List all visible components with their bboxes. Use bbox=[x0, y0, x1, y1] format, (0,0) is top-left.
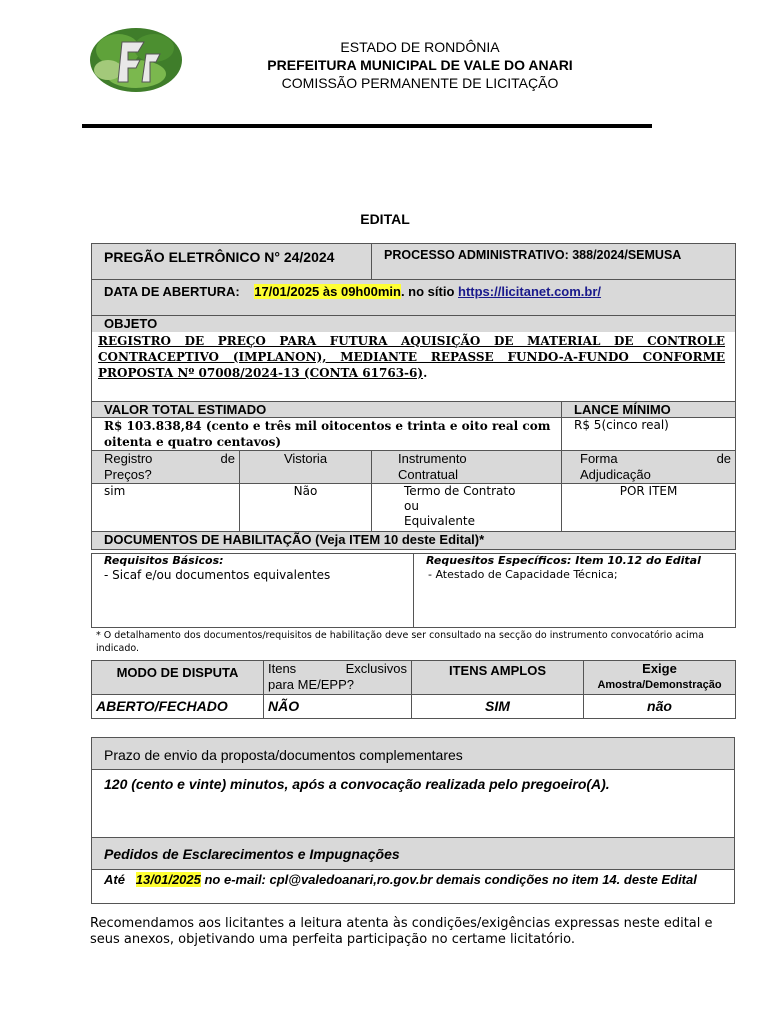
header-divider bbox=[82, 124, 652, 128]
registro-label: Registro bbox=[104, 451, 153, 466]
pedidos-text bbox=[92, 870, 735, 904]
habilitacao-label: DOCUMENTOS DE HABILITAÇÃO (Veja ITEM 10 deste Edital)* bbox=[92, 532, 736, 550]
municipality-name: PREFEITURA MUNICIPAL DE VALE DO ANARI bbox=[267, 57, 573, 73]
lance-label: LANCE MÍNIMO bbox=[562, 402, 736, 418]
habilitacao-table bbox=[91, 553, 736, 628]
document-title: EDITAL bbox=[360, 211, 410, 227]
disputa-table bbox=[91, 660, 736, 719]
instrumento-label: Instrumento bbox=[398, 451, 467, 466]
pedidos-date: 13/01/2025 bbox=[135, 872, 201, 887]
vistoria-value: Não bbox=[240, 484, 372, 532]
exclusivos-header bbox=[264, 661, 412, 695]
contratual-label: Contratual bbox=[398, 467, 458, 482]
processo-number: PROCESSO ADMINISTRATIVO: 388/2024/SEMUSA bbox=[372, 244, 736, 280]
instrumento-line1: Termo de Contrato bbox=[404, 484, 516, 498]
forma-de: de bbox=[716, 451, 732, 466]
ate-label: Até bbox=[104, 872, 125, 887]
recommendation-paragraph: Recomendamos aos licitantes a leitura atenta às condições/exigências expressas neste edital e seus anexos, objetivando uma perfeita participação no certame licitatório. bbox=[90, 916, 713, 947]
municipality-logo bbox=[88, 24, 184, 94]
instrumento-line3: Equivalente bbox=[404, 514, 476, 528]
pregao-number: PREGÃO ELETRÔNICO N° 24/2024 bbox=[92, 244, 372, 280]
registro-header bbox=[92, 451, 240, 484]
objeto-end: . bbox=[423, 365, 428, 380]
objeto-text: REGISTRO DE PREÇO PARA FUTURA AQUISIÇÃO DE MATERIAL DE CONTROLE CONTRACEPTIVO (IMPLANON), MEDIANTE REPASSE FUNDO-A-FUNDO CONFORME PROPOSTA Nº 07008/2024-13 (CONTA 61763-6) bbox=[98, 333, 726, 380]
prazo-label: Prazo de envio da proposta/documentos complementares bbox=[92, 738, 735, 770]
lance-value: R$ 5(cinco real) bbox=[562, 418, 736, 451]
prazo-table bbox=[91, 737, 735, 904]
registro-de: de bbox=[220, 451, 235, 466]
exclusivos-value: NÃO bbox=[264, 695, 412, 719]
requisitos-basicos bbox=[92, 554, 414, 628]
state-name: ESTADO DE RONDÔNIA bbox=[340, 39, 500, 55]
requisitos-especificos bbox=[414, 554, 736, 628]
modo-disputa-value: ABERTO/FECHADO bbox=[92, 695, 264, 719]
objeto-label: OBJETO bbox=[92, 316, 736, 332]
basicos-title: Requisitos Básicos: bbox=[104, 554, 224, 567]
forma-label: Forma bbox=[580, 451, 618, 466]
forma-header bbox=[562, 451, 736, 484]
amostra-label: Amostra/Demonstração bbox=[597, 679, 722, 691]
valor-text: R$ 103.838,84 (cento e três mil oitocentos e trinta e oito real com oitenta e quatro centavos) bbox=[92, 418, 562, 451]
edital-summary-table bbox=[91, 243, 736, 550]
basicos-text: - Sicaf e/ou documentos equivalentes bbox=[104, 568, 331, 582]
instrumento-line2: ou bbox=[404, 499, 419, 513]
itens-amplos-header: ITENS AMPLOS bbox=[412, 661, 584, 695]
vistoria-header: Vistoria bbox=[240, 451, 372, 484]
modo-disputa-header: MODO DE DISPUTA bbox=[92, 661, 264, 695]
forma-value: POR ITEM bbox=[562, 484, 736, 532]
commission-name: COMISSÃO PERMANENTE DE LICITAÇÃO bbox=[281, 75, 559, 91]
registro-value: sim bbox=[92, 484, 240, 532]
licitanet-link[interactable]: https://licitanet.com.br/ bbox=[458, 284, 602, 299]
pedidos-label: Pedidos de Esclarecimentos e Impugnações bbox=[92, 838, 735, 870]
abertura-date: 17/01/2025 às 09h00min bbox=[254, 284, 401, 299]
exige-label: Exige bbox=[642, 661, 677, 676]
habilitacao-footnote: * O detalhamento dos documentos/requisitos de habilitação deve ser consultado na secção do instrumento convocatório acima indicado. bbox=[96, 630, 704, 654]
amostra-header bbox=[584, 661, 736, 695]
itens-amplos-value: SIM bbox=[412, 695, 584, 719]
objeto-cell bbox=[92, 332, 736, 402]
exclusivos-label: Exclusivos bbox=[345, 661, 407, 676]
prazo-text: 120 (cento e vinte) minutos, após a convocação realizada pelo pregoeiro(A). bbox=[92, 770, 735, 838]
abertura-label: DATA DE ABERTURA: bbox=[104, 284, 240, 299]
instrumento-header bbox=[372, 451, 562, 484]
especificos-title: Requesitos Específicos: Item 10.12 do Edital bbox=[426, 554, 701, 567]
amostra-value: não bbox=[584, 695, 736, 719]
abertura-site-text: . no sítio bbox=[400, 284, 459, 299]
especificos-text: - Atestado de Capacidade Técnica; bbox=[428, 568, 618, 581]
registro-precos: Preços? bbox=[104, 467, 152, 482]
abertura-row bbox=[92, 280, 736, 316]
instrumento-value bbox=[372, 484, 562, 532]
exclusivos-me-epp: para ME/EPP? bbox=[268, 677, 354, 692]
adjudicacao-label: Adjudicação bbox=[580, 467, 651, 482]
valor-label: VALOR TOTAL ESTIMADO bbox=[92, 402, 562, 418]
exclusivos-itens: Itens bbox=[268, 661, 297, 676]
pedidos-email-text: no e-mail: cpl@valedoanari,ro.gov.br demais condições no item 14. deste Edital bbox=[200, 872, 697, 887]
